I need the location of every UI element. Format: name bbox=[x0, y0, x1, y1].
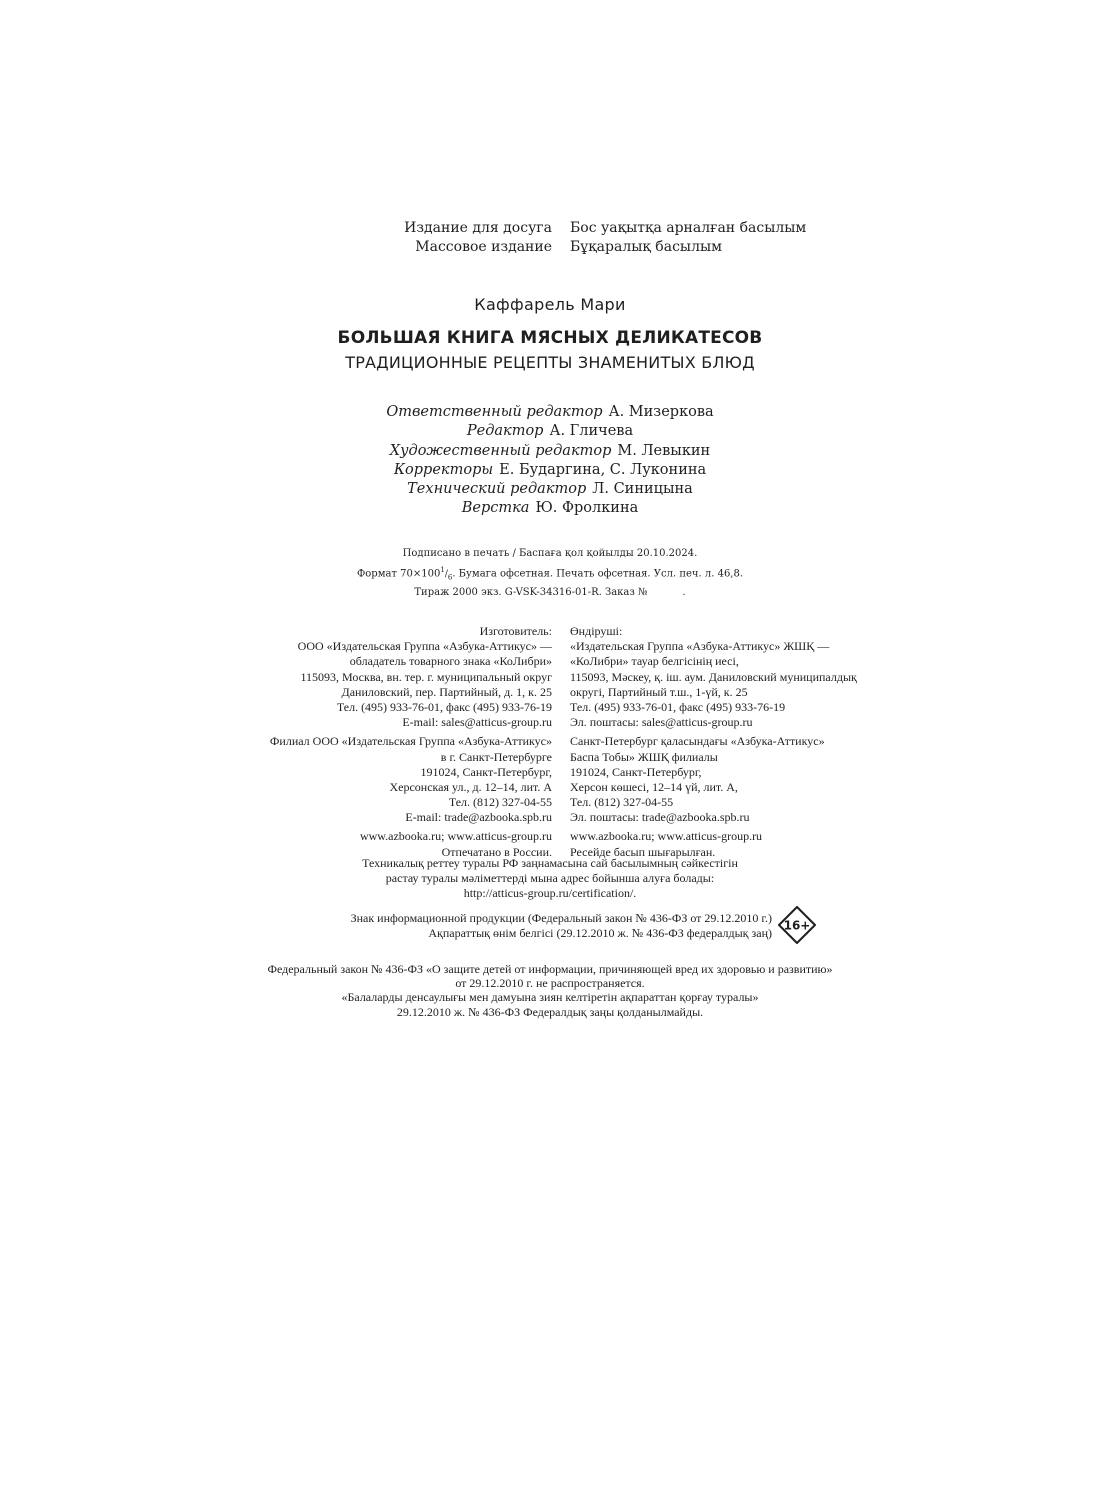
info-mark-text: Знак информационной продукции (Федеральный закон № 436-ФЗ от 29.12.2010 г.) bbox=[350, 911, 772, 925]
manufacturer-ru: 115093, Москва, вн. тер. г. муниципальный округ bbox=[300, 669, 552, 684]
credit-role: Редактор bbox=[466, 423, 544, 440]
law-line: Федеральный закон № 436-ФЗ «О защите детей от информации, причиняющей вред их здоровью и развитию» bbox=[267, 962, 833, 976]
info-mark bbox=[0, 911, 1100, 941]
manufacturer-row bbox=[0, 780, 1100, 795]
credit-line bbox=[0, 403, 1100, 422]
format-prefix: Формат 70×100 bbox=[356, 568, 441, 580]
manufacturer-kz: Эл. поштасы: trade@azbooka.spb.ru bbox=[570, 810, 750, 825]
book-author: Каффарель Мари bbox=[474, 295, 626, 314]
signed-line: Подписано в печать / Баспаға қол қойылды 20.10.2024. bbox=[402, 548, 698, 559]
certification-line: http://atticus-group.ru/certification/. bbox=[463, 886, 637, 901]
manufacturer-kz: Санкт-Петербург қаласындағы «Азбука-Аттикус» bbox=[570, 734, 825, 749]
manufacturer-row bbox=[0, 639, 1100, 654]
manufacturer-row bbox=[0, 624, 1100, 639]
manufacturer-ru: Тел. (812) 327-04-55 bbox=[448, 795, 552, 810]
manufacturer-ru: E-mail: sales@atticus-group.ru bbox=[402, 715, 552, 730]
credit-line bbox=[0, 480, 1100, 499]
edition-type-kz: Бұқаралық басылым bbox=[570, 239, 722, 255]
credit-name: Е. Бударгина, С. Луконина bbox=[499, 461, 707, 478]
manufacturer-ru: Тел. (495) 933-76-01, факс (495) 933-76-19 bbox=[336, 699, 552, 714]
manufacturer-row bbox=[0, 829, 1100, 844]
certification-line: Техникалық реттеу туралы РФ заңнамасына сай басылымның сәйкестігін bbox=[362, 856, 738, 870]
manufacturer-kz: Өндіруші: bbox=[570, 624, 623, 638]
manufacturer-kz: www.azbooka.ru; www.atticus-group.ru bbox=[570, 829, 763, 844]
edition-type bbox=[0, 219, 1100, 257]
credit-name: Ю. Фролкина bbox=[535, 500, 639, 517]
manufacturer-row bbox=[0, 765, 1100, 780]
manufacturer-row bbox=[0, 654, 1100, 669]
law-line: «Балаларды денсаулығы мен дамуына зиян келтіретін ақпараттан қорғау туралы» bbox=[341, 990, 759, 1005]
circulation-line: Тираж 2000 экз. G-VSK-34316-01-R. Заказ № . bbox=[414, 587, 686, 599]
manufacturer-ru: ООО «Издательская Группа «Азбука-Аттикус» — bbox=[297, 639, 552, 654]
book-title: БОЛЬШАЯ КНИГА МЯСНЫХ ДЕЛИКАТЕСОВ bbox=[337, 328, 763, 348]
manufacturer-row bbox=[0, 734, 1100, 749]
credit-name: Л. Синицына bbox=[592, 481, 693, 498]
credit-role: Корректоры bbox=[393, 461, 494, 478]
manufacturer-kz: Тел. (495) 933-76-01, факс (495) 933-76-19 bbox=[570, 699, 786, 714]
manufacturer-ru: Отпечатано в России. bbox=[441, 844, 552, 859]
manufacturer-row bbox=[0, 715, 1100, 730]
credit-role: Художественный редактор bbox=[389, 442, 612, 459]
manufacturer-kz: 191024, Санкт-Петербург, bbox=[570, 764, 702, 779]
print-info bbox=[0, 546, 1100, 601]
manufacturer bbox=[0, 624, 1100, 860]
law-line: от 29.12.2010 г. не распространяется. bbox=[455, 976, 645, 991]
manufacturer-row bbox=[0, 670, 1100, 685]
manufacturer-ru: в г. Санкт-Петербурге bbox=[440, 749, 552, 764]
edition-type-kz: Бос уақытқа арналған басылым bbox=[570, 220, 807, 236]
credit-name: А. Гличева bbox=[549, 423, 634, 440]
edition-type-row bbox=[0, 219, 1100, 238]
credits bbox=[0, 403, 1100, 519]
info-mark-text: Ақпараттық өнім белгісі (29.12.2010 ж. № 436-ФЗ федералдық заң) bbox=[428, 926, 772, 941]
manufacturer-ru: E-mail: trade@azbooka.spb.ru bbox=[405, 810, 552, 825]
manufacturer-ru: Херсонская ул., д. 12–14, лит. А bbox=[389, 779, 552, 794]
credit-role: Технический редактор bbox=[407, 481, 587, 498]
manufacturer-ru: 191024, Санкт-Петербург, bbox=[420, 764, 552, 779]
format-frac-num: 1 bbox=[440, 566, 445, 574]
info-mark-line bbox=[0, 911, 1100, 926]
format-frac-den: 6 bbox=[447, 573, 453, 582]
book-subtitle: ТРАДИЦИОННЫЕ РЕЦЕПТЫ ЗНАМЕНИТЫХ БЛЮД bbox=[345, 353, 755, 372]
edition-type-ru: Массовое издание bbox=[415, 239, 552, 255]
manufacturer-ru: www.azbooka.ru; www.atticus-group.ru bbox=[359, 829, 552, 844]
manufacturer-ru: Даниловский, пер. Партийный, д. 1, к. 25 bbox=[341, 684, 552, 699]
law-notice bbox=[0, 962, 1100, 1019]
credit-name: М. Левыкин bbox=[617, 442, 711, 459]
credit-role: Ответственный редактор bbox=[386, 404, 603, 420]
manufacturer-kz: Тел. (812) 327-04-55 bbox=[570, 795, 674, 810]
manufacturer-kz: «КоЛибри» тауар белгісінің иесі, bbox=[570, 654, 739, 669]
credit-line bbox=[0, 461, 1100, 480]
manufacturer-kz: Ресейде басып шығарылған. bbox=[570, 844, 716, 859]
manufacturer-ru: Филиал ООО «Издательская Группа «Азбука-Аттикус» bbox=[269, 734, 552, 749]
edition-type-ru: Издание для досуга bbox=[404, 220, 552, 236]
manufacturer-row bbox=[0, 700, 1100, 715]
manufacturer-kz: 115093, Мәскеу, қ. іш. аум. Даниловский муниципалдық bbox=[570, 669, 857, 684]
age-rating-icon bbox=[778, 906, 816, 944]
certification-notice bbox=[0, 856, 1100, 902]
format-suffix: . Бумага офсетная. Печать офсетная. Усл. печ. л. 46,8. bbox=[452, 568, 744, 580]
manufacturer-row bbox=[0, 810, 1100, 825]
manufacturer-ru: Изготовитель: bbox=[479, 624, 552, 638]
credit-line bbox=[0, 499, 1100, 518]
format-line: Формат $70\times 100^1/_6$. Бумага офсетная. Печать офсетная. Усл. печ. л. 46,8. bbox=[356, 566, 744, 582]
manufacturer-kz: Херсон көшесі, 12–14 үй, лит. А, bbox=[570, 779, 738, 794]
manufacturer-kz: округі, Партийный т.ш., 1-үй, к. 25 bbox=[570, 684, 748, 699]
age-rating-text: 16+ bbox=[783, 918, 811, 933]
law-line: 29.12.2010 ж. № 436-ФЗ Федералдық заңы қолданылмайды. bbox=[396, 1004, 704, 1019]
manufacturer-row bbox=[0, 750, 1100, 765]
manufacturer-row bbox=[0, 685, 1100, 700]
manufacturer-ru: обладатель товарного знака «КоЛибри» bbox=[349, 654, 552, 669]
manufacturer-row bbox=[0, 795, 1100, 810]
edition-type-row bbox=[0, 238, 1100, 257]
credit-role: Верстка bbox=[461, 500, 530, 517]
manufacturer-kz: Эл. поштасы: sales@atticus-group.ru bbox=[570, 715, 753, 730]
credit-line bbox=[0, 442, 1100, 461]
manufacturer-kz: Баспа Тобы» ЖШҚ филиалы bbox=[570, 749, 718, 764]
certification-line: растау туралы мәліметтерді мына адрес бойынша алуға болады: bbox=[385, 871, 715, 886]
credit-name: А. Мизеркова bbox=[608, 404, 714, 420]
credit-line bbox=[0, 422, 1100, 441]
manufacturer-kz: «Издательская Группа «Азбука-Аттикус» ЖШҚ — bbox=[570, 639, 830, 654]
info-mark-line bbox=[0, 926, 1100, 941]
